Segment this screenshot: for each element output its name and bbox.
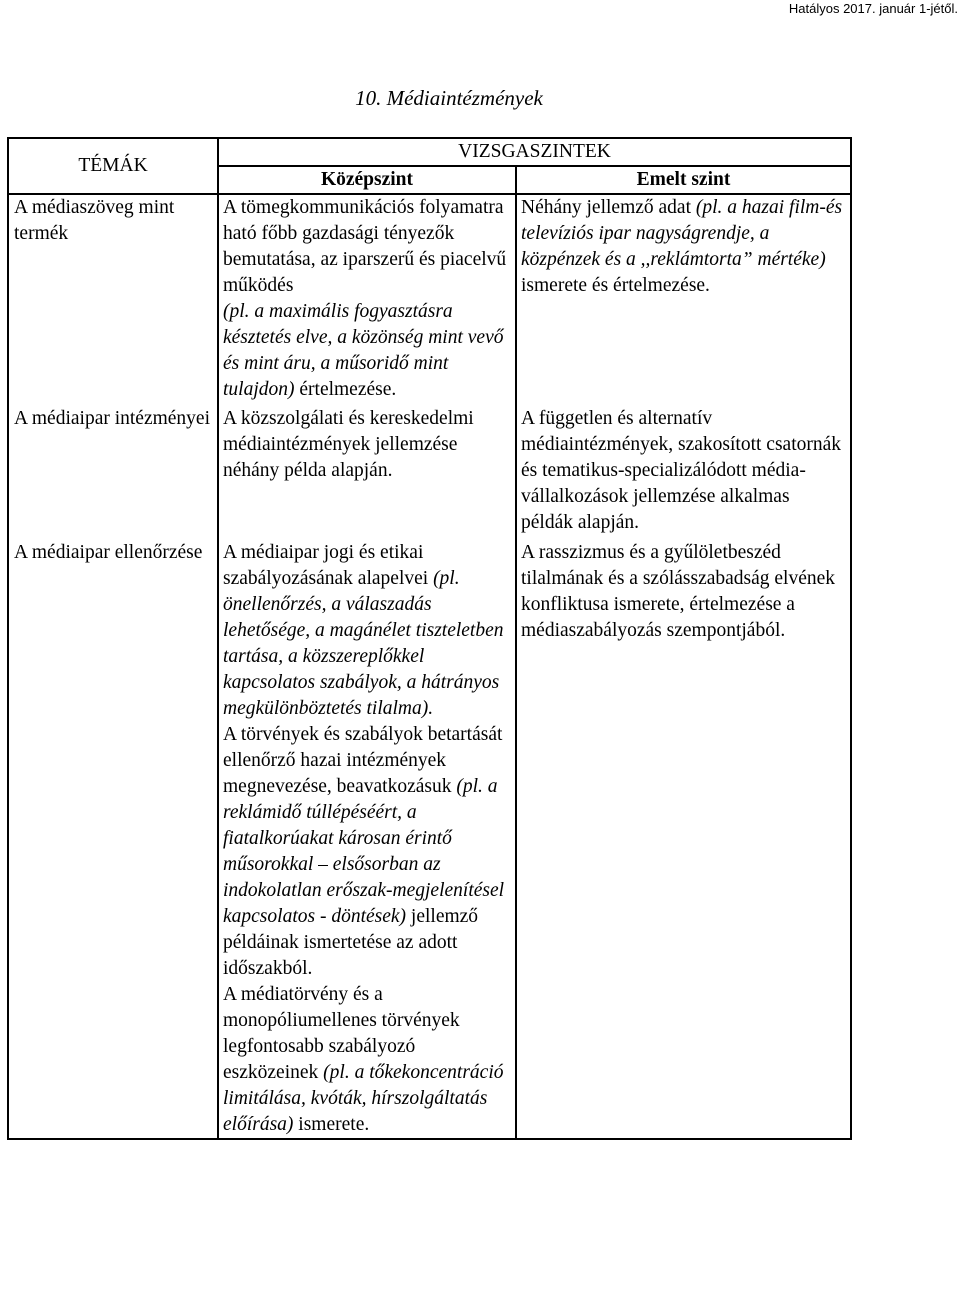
- cell-text-italic: (pl. önellenőrzés, a válaszadás lehetősége, a magánélet tiszteletben tartása, a közszereplőkkel kapcsolatos szabályok, a hátrányos megkülönböztetés tilalma).: [223, 568, 504, 719]
- table-row: [8, 536, 851, 1139]
- adv-level-cell: [516, 194, 851, 403]
- mid-level-cell: [218, 403, 516, 536]
- cell-text-italic: (pl. a tőkekoncentráció limitálása, kvóták, hírszolgáltatás előírása): [223, 1062, 504, 1135]
- cell-text: ismerete és értelmezése.: [521, 275, 710, 296]
- cell-text-italic: (pl. a maximális fogyasztásra késztetés elve, a közönség mint vevő és mint áru, a műsoridő mint tulajdon): [223, 301, 504, 400]
- cell-text: A közszolgálati és kereskedelmi médiaintézmények jellemzése néhány példa alapján.: [223, 408, 474, 481]
- mid-level-header: Középszint: [218, 166, 516, 194]
- validity-note: Hatályos 2017. január 1-jétől.: [788, 1, 958, 16]
- mid-level-cell: [218, 536, 516, 1139]
- adv-level-cell: [516, 536, 851, 1139]
- cell-text: értelmezése.: [294, 379, 397, 400]
- adv-level-cell: [516, 403, 851, 536]
- exam-levels-header: VIZSGASZINTEK: [218, 138, 851, 166]
- topic-cell: A médiaipar ellenőrzése: [8, 536, 218, 1139]
- cell-text: jellemző példáinak ismertetése az adott időszakból.: [223, 906, 479, 979]
- cell-text: Néhány jellemző adat: [521, 197, 696, 218]
- cell-text: A rasszizmus és a gyűlöletbeszéd tilalmának és a szólásszabadság elvének konfliktusa ismerete, értelmezése a médiaszabályozás szempontjából.: [521, 542, 836, 641]
- cell-text: ismerete.: [293, 1114, 370, 1135]
- adv-level-header: Emelt szint: [516, 166, 851, 194]
- cell-text: A tömegkommunikációs folyamatra ható főbb gazdasági tényezők bemutatása, az iparszerű és piacelvű működés: [223, 197, 507, 296]
- table-row: [8, 194, 851, 403]
- cell-text: A törvények és szabályok betartását ellenőrző hazai intézmények megnevezése, beavatkozásuk: [223, 724, 503, 797]
- cell-text: A médiaipar jogi és etikai szabályozásának alapelvei: [223, 542, 434, 589]
- topic-cell: A médiaipar intézményei: [8, 403, 218, 536]
- themes-header: TÉMÁK: [8, 138, 218, 194]
- cell-text: A független és alternatív médiaintézmények, szakosított csatornák és tematikus-specializálódott média-vállalkozások jellemzése alkalmas példák alapján.: [521, 408, 842, 533]
- table-row: [8, 403, 851, 536]
- cell-text: A médiatörvény és a monopóliumellenes törvények legfontosabb szabályozó eszközeinek: [223, 984, 460, 1083]
- curriculum-table: [7, 137, 852, 1140]
- mid-level-cell: [218, 194, 516, 403]
- cell-text-italic: (pl. a reklámidő túllépéséért, a fiatalkorúakat károsan érintő műsorokkal – elsősorban az indokolatlan erőszak-megjelenítésel kapcsolatos - döntések): [223, 776, 505, 927]
- section-title: 10. Médiaintézmények: [355, 86, 543, 110]
- topic-cell: A médiaszöveg mint termék: [8, 194, 218, 403]
- cell-text-italic: (pl. a hazai film-és televíziós ipar nagyságrendje, a közpénzek és a ,,reklámtorta” mértéke): [521, 197, 843, 270]
